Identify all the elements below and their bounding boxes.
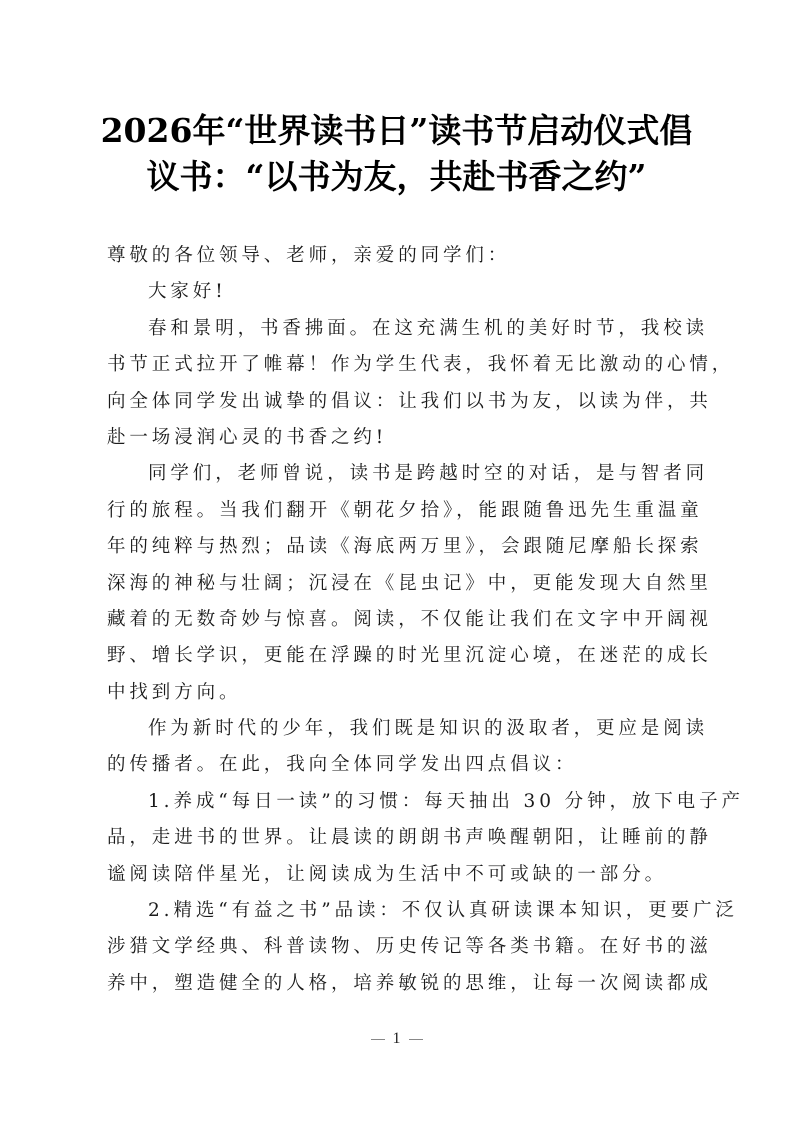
page-number: 1 (392, 1030, 401, 1047)
proposal-1-line: 1.养成“每日一读”的习惯：每天抽出 30 分钟，放下电子产 (148, 790, 744, 812)
body-line: 年的纯粹与热烈；品读《海底两万里》，会跟随尼摩船长探索 (107, 536, 703, 558)
document-body (107, 238, 744, 1002)
body-line: 同学们，老师曾说，读书是跨越时空的对话，是与智者同 (148, 463, 709, 485)
dash-right (409, 1039, 423, 1040)
title-line-1: 2026年“世界读书日”读书节启动仪式倡 (100, 111, 693, 150)
body-line: 中找到方向。 (107, 681, 242, 703)
salutation: 尊敬的各位领导、老师，亲爱的同学们： (107, 245, 511, 266)
body-line: 深海的神秘与壮阔；沉浸在《昆虫记》中，更能发现大自然里 (107, 572, 712, 594)
body-line: 赴一场浸润心灵的书香之约! (107, 426, 388, 448)
dash-left (371, 1039, 385, 1040)
body-line: 野、增长学识，更能在浮躁的时光里沉淀心境，在迷茫的成长 (107, 645, 712, 667)
body-line: 藏着的无数奇妙与惊喜。阅读，不仅能让我们在文字中开阔视 (107, 608, 712, 630)
body-line: 作为新时代的少年，我们既是知识的汲取者，更应是阅读 (148, 718, 709, 740)
body-line: 书节正式拉开了帷幕！作为学生代表，我怀着无比激动的心情， (107, 354, 735, 376)
proposal-2-line: 涉猎文学经典、科普读物、历史传记等各类书籍。在好书的滋 (107, 936, 712, 958)
title-line-2: 议书：“以书为友，共赴书香之约” (146, 157, 647, 196)
proposal-1-line: 谧阅读陪伴星光，让阅读成为生活中不可或缺的一部分。 (107, 863, 668, 885)
page-footer (0, 1030, 793, 1048)
body-line: 春和景明，书香拂面。在这充满生机的美好时节，我校读 (148, 317, 709, 339)
proposal-2-line: 养中，塑造健全的人格，培养敏锐的思维，让每一次阅读都成 (107, 972, 712, 994)
body-line: 的传播者。在此，我向全体同学发出四点倡议： (107, 754, 578, 776)
document-title (90, 108, 703, 200)
body-line: 大家好! (148, 281, 227, 303)
body-line: 行的旅程。当我们翻开《朝花夕拾》，能跟随鲁迅先生重温童 (107, 499, 703, 521)
body-line: 向全体同学发出诚挚的倡议：让我们以书为友，以读为伴，共 (107, 390, 712, 412)
proposal-1-line: 品，走进书的世界。让晨读的朗朗书声唤醒朝阳，让睡前的静 (107, 827, 712, 849)
proposal-2-line: 2.精选“有益之书”品读：不仅认真研读课本知识，更要广泛 (148, 900, 738, 922)
